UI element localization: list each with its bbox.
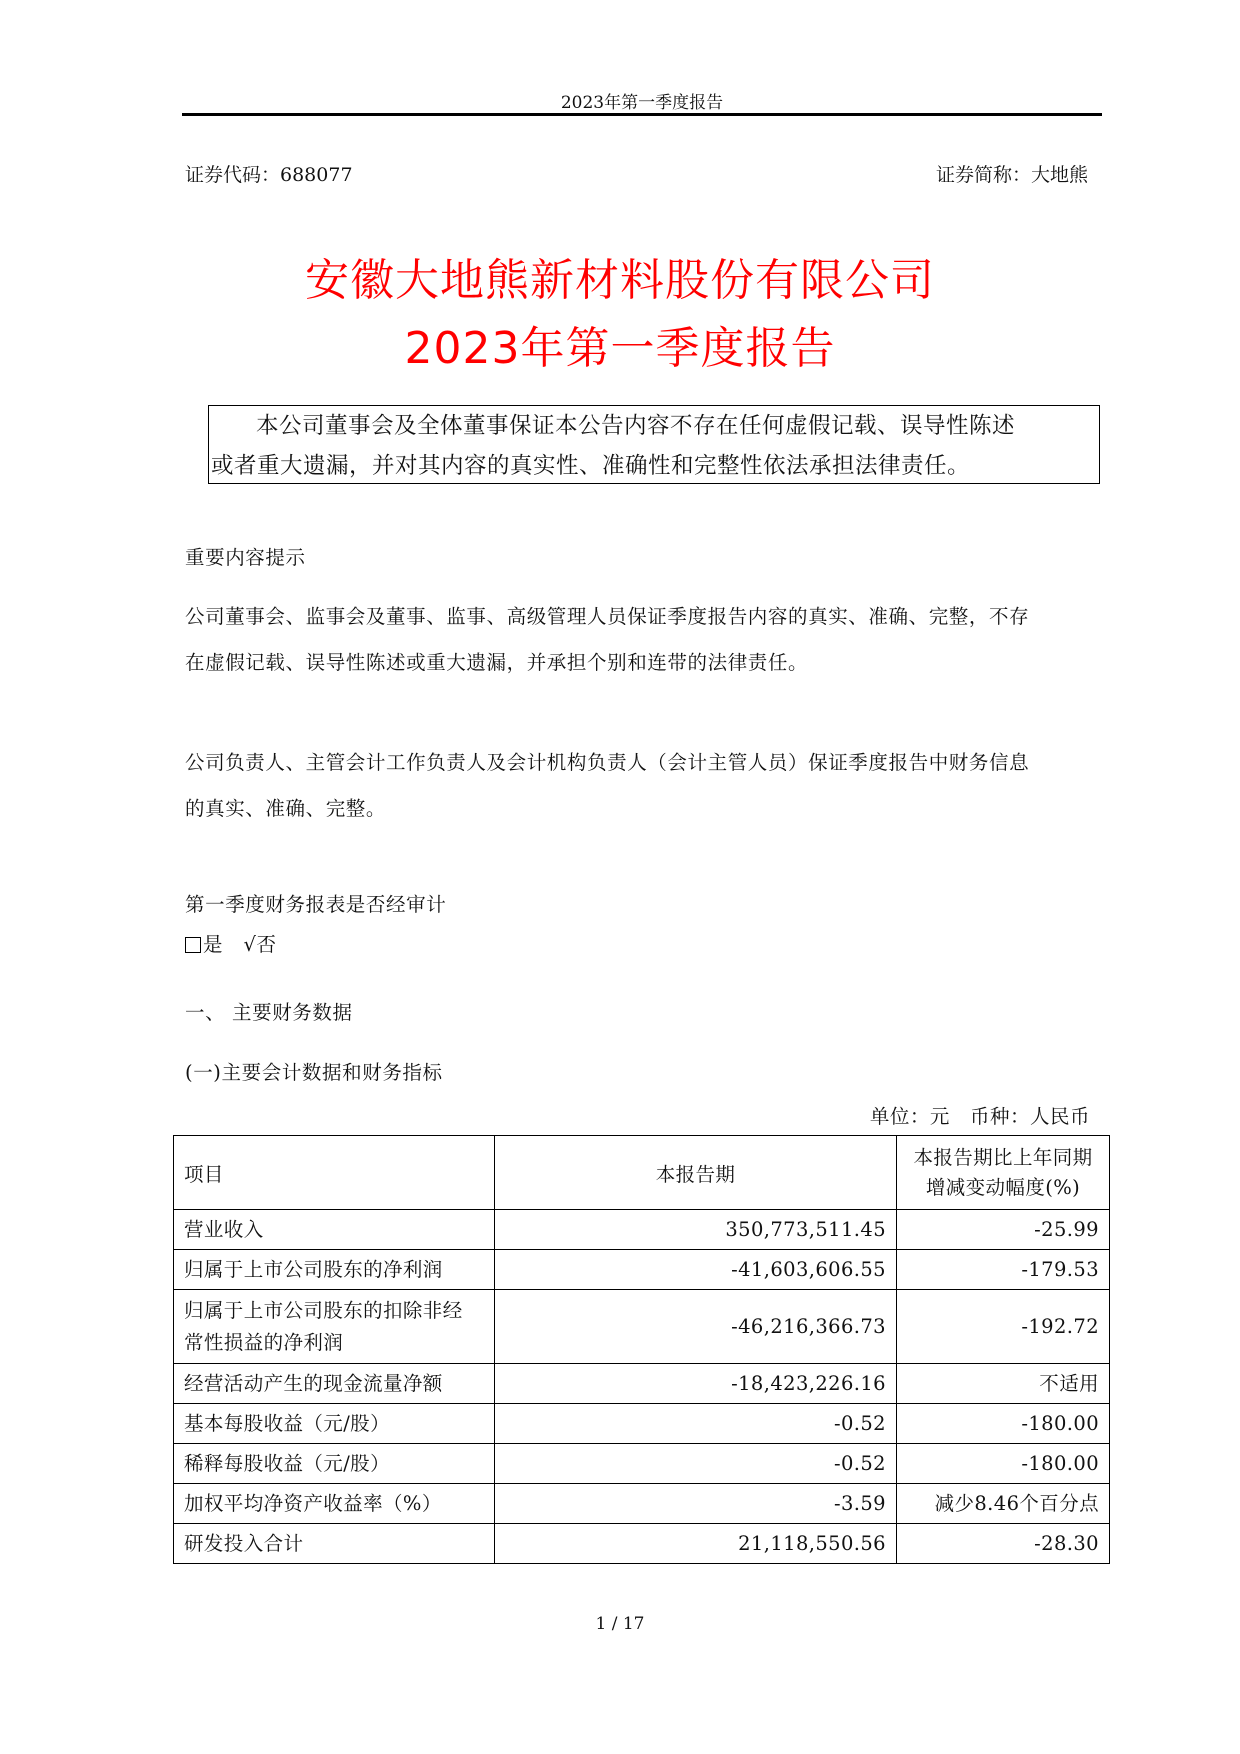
report-title: 2023年第一季度报告 — [404, 323, 836, 374]
row-current: -41,603,606.55 — [495, 1250, 897, 1290]
notice-paragraph-1-line-2: 在虚假记载、误导性陈述或重大遗漏，并承担个别和连带的法律责任。 — [185, 651, 809, 674]
header-yoy-change-line-2: 增减变动幅度(%) — [925, 1175, 1081, 1199]
notice-paragraph-1-line-1: 公司董事会、监事会及董事、监事、高级管理人员保证季度报告内容的真实、准确、完整，不存 — [185, 605, 1030, 628]
row-change: -25.99 — [897, 1210, 1110, 1250]
audit-options — [185, 922, 1105, 968]
section-title: 一、 主要财务数据 — [185, 1001, 353, 1024]
declaration-line-1: 本公司董事会及全体董事保证本公告内容不存在任何虚假记载、误导性陈述 — [256, 413, 1016, 439]
table-row — [174, 1210, 1110, 1250]
row-change: -180.00 — [897, 1404, 1110, 1444]
row-item — [174, 1290, 495, 1364]
row-item: 基本每股收益（元/股） — [174, 1404, 495, 1444]
header-item: 项目 — [174, 1136, 495, 1210]
table-header-row — [174, 1136, 1110, 1210]
header-rule — [182, 113, 1102, 116]
declaration-box — [208, 405, 1100, 484]
row-item: 营业收入 — [174, 1210, 495, 1250]
row-item: 研发投入合计 — [174, 1524, 495, 1564]
declaration-line-2: 或者重大遗漏，并对其内容的真实性、准确性和完整性依法承担法律责任。 — [211, 453, 971, 479]
row-current: -3.59 — [495, 1484, 897, 1524]
row-item: 归属于上市公司股东的净利润 — [174, 1250, 495, 1290]
row-item: 经营活动产生的现金流量净额 — [174, 1364, 495, 1404]
audit-yes-label: 是 — [203, 933, 224, 956]
company-title: 安徽大地熊新材料股份有限公司 — [305, 255, 935, 306]
table-row — [174, 1484, 1110, 1524]
unit-currency-line: 单位：元 币种：人民币 — [869, 1105, 1090, 1128]
row-current: 21,118,550.56 — [495, 1524, 897, 1564]
section-subtitle: (一)主要会计数据和财务指标 — [185, 1061, 443, 1084]
page-number: 1 / 17 — [595, 1614, 645, 1634]
row-item-line-2: 常性损益的净利润 — [184, 1330, 344, 1354]
row-current: -0.52 — [495, 1404, 897, 1444]
table-row — [174, 1524, 1110, 1564]
row-change: -180.00 — [897, 1444, 1110, 1484]
header-yoy-change-line-1: 本报告期比上年同期 — [913, 1145, 1093, 1169]
row-current: -46,216,366.73 — [495, 1290, 897, 1364]
audit-no-label: 否 — [256, 933, 277, 956]
notice-paragraph-2-line-2: 的真实、准确、完整。 — [185, 797, 387, 820]
notice-paragraph-2 — [185, 740, 1105, 832]
table-row — [174, 1290, 1110, 1364]
security-short-name: 证券简称：大地熊 — [935, 164, 1088, 186]
check-mark-icon[interactable]: √ — [243, 933, 257, 956]
row-change: -192.72 — [897, 1290, 1110, 1364]
row-change: -179.53 — [897, 1250, 1110, 1290]
notice-paragraph-1 — [185, 594, 1105, 686]
row-current: -18,423,226.16 — [495, 1364, 897, 1404]
notice-heading: 重要内容提示 — [185, 546, 306, 569]
security-code: 证券代码：688077 — [185, 164, 353, 186]
row-change: 减少8.46个百分点 — [897, 1484, 1110, 1524]
audit-yes-checkbox[interactable] — [185, 937, 201, 953]
row-item: 加权平均净资产收益率（%） — [174, 1484, 495, 1524]
audit-question: 第一季度财务报表是否经审计 — [185, 893, 447, 916]
row-current: 350,773,511.45 — [495, 1210, 897, 1250]
row-current: -0.52 — [495, 1444, 897, 1484]
row-change: 不适用 — [897, 1364, 1110, 1404]
notice-paragraph-2-line-1: 公司负责人、主管会计工作负责人及会计机构负责人（会计主管人员）保证季度报告中财务信息 — [185, 751, 1030, 774]
row-item: 稀释每股收益（元/股） — [174, 1444, 495, 1484]
row-item-line-1: 归属于上市公司股东的扣除非经 — [184, 1298, 463, 1322]
table-row — [174, 1444, 1110, 1484]
table-row — [174, 1364, 1110, 1404]
header-yoy-change — [897, 1136, 1110, 1210]
running-header: 2023年第一季度报告 — [560, 93, 724, 113]
header-current-period: 本报告期 — [495, 1136, 897, 1210]
table-row — [174, 1404, 1110, 1444]
row-change: -28.30 — [897, 1524, 1110, 1564]
table-row — [174, 1250, 1110, 1290]
key-financial-data-table — [173, 1135, 1110, 1564]
